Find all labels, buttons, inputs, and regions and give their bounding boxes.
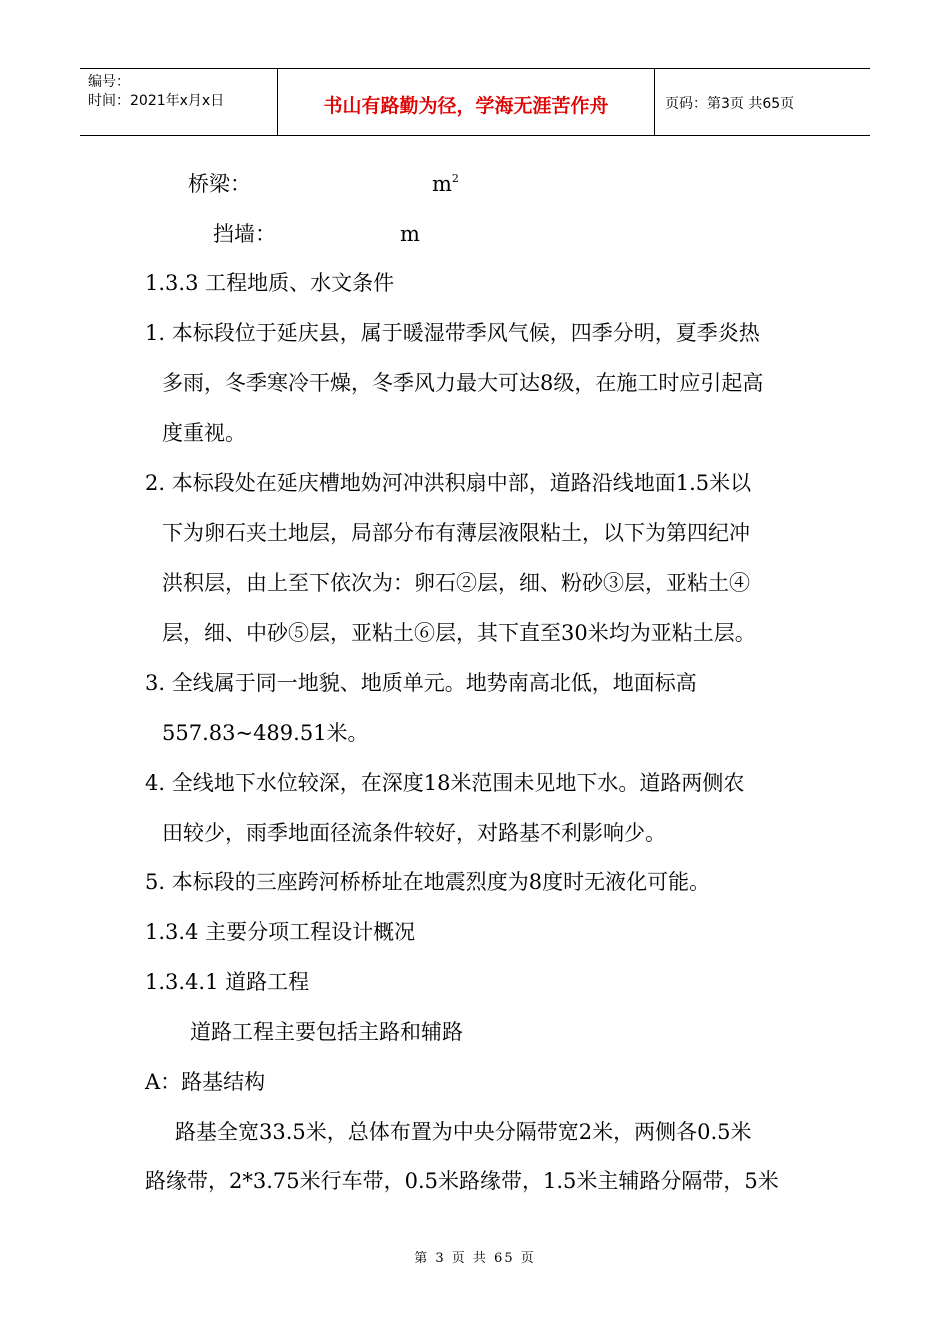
paragraph-line: 557.83~489.51米。 [162,721,369,745]
retaining-wall-unit: m [400,222,420,246]
paragraph-line: 下为卵石夹土地层，局部分布有薄层液限粘土，以下为第四纪冲 [162,521,750,545]
header-motto: 书山有路勤为径，学海无涯苦作舟 [278,69,655,135]
document-date: 时间：2021年x月x日 [88,93,225,109]
section-heading-1-3-4-1: 1.3.4.1 道路工程 [145,970,310,994]
retaining-wall-label: 挡墙： [213,222,276,246]
header-page-info: 页码：第3页 共65页 [665,96,795,112]
bridge-label: 桥梁： [188,172,251,196]
paragraph-line: 1. 本标段位于延庆县，属于暖湿带季风气候，四季分明，夏季炎热 [145,321,760,345]
paragraph-line: 多雨，冬季寒冷干燥，冬季风力最大可达8级，在施工时应引起高 [162,371,764,395]
paragraph-line: 5. 本标段的三座跨河桥桥址在地震烈度为8度时无液化可能。 [145,870,711,894]
document-number-label: 编号： [88,74,130,90]
bridge-unit: $m^2$ [432,172,459,196]
page-footer: 第 3 页 共 65 页 [414,1251,536,1266]
subheading-a: A：路基结构 [145,1070,266,1094]
header-table [80,68,870,136]
paragraph-line: 3. 全线属于同一地貌、地质单元。地势南高北低，地面标高 [145,671,697,695]
paragraph-line: 层，细、中砂⑤层，亚粘土⑥层，其下直至30米均为亚粘土层。 [162,621,756,645]
bridge-line [188,170,459,198]
section-heading-1-3-4: 1.3.4 主要分项工程设计概况 [145,920,416,944]
paragraph-line: 度重视。 [162,421,246,445]
paragraph-line: 田较少，雨季地面径流条件较好，对路基不利影响少。 [162,821,666,845]
paragraph-line: 路缘带，2*3.75米行车带，0.5米路缘带，1.5米主辅路分隔带，5米 [145,1169,779,1193]
paragraph-line: 洪积层，由上至下依次为：卵石②层，细、粉砂③层，亚粘土④ [162,571,750,595]
paragraph-line: 道路工程主要包括主路和辅路 [190,1020,463,1044]
section-heading-1-3-3: 1.3.3 工程地质、水文条件 [145,271,395,295]
header-left-cell [80,69,278,135]
paragraph-line: 4. 全线地下水位较深，在深度18米范围未见地下水。道路两侧农 [145,771,745,795]
paragraph-line: 路基全宽33.5米，总体布置为中央分隔带宽2米，两侧各0.5米 [175,1120,752,1144]
paragraph-line: 2. 本标段处在延庆槽地妫河冲洪积扇中部，道路沿线地面1.5米以 [145,471,752,495]
retaining-wall-line [213,220,420,248]
